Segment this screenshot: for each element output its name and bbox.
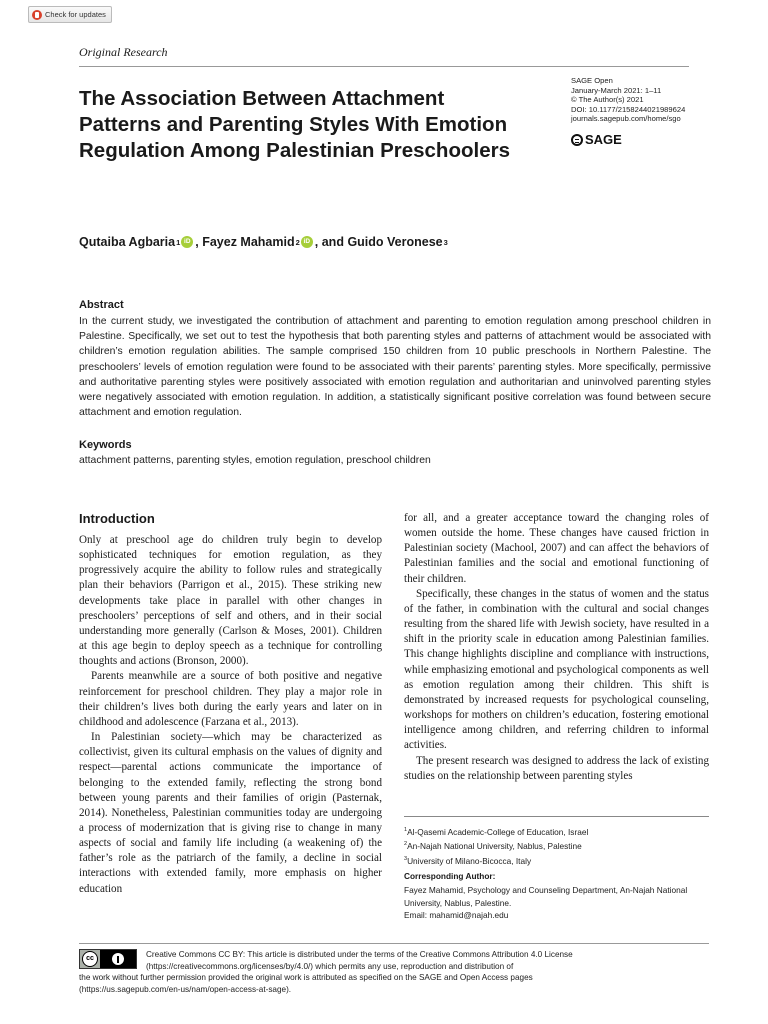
affiliation: $^3$University of Milano-Bicocca, Italy — [404, 855, 532, 866]
corresponding-author-heading: Corresponding Author: — [404, 871, 496, 881]
sage-logo-text: SAGE — [585, 132, 622, 147]
abstract-heading: Abstract — [79, 299, 124, 311]
license-line[interactable]: (https://us.sagepub.com/en-us/nam/open-access-at-sage). — [79, 984, 292, 994]
author-name[interactable]: Qutaiba Agbaria — [79, 235, 176, 249]
cc-icon: cc — [82, 951, 98, 967]
check-for-updates-label: Check for updates — [45, 10, 106, 19]
author-affiliation-sup: 2 — [295, 237, 300, 247]
author-list — [79, 235, 448, 249]
body-column-left — [79, 533, 382, 897]
abstract-text: In the current study, we investigated the contribution of attachment and parenting to emotion regulation among preschool children in Palestine. Specifically, we set out to test the hypothesis that both parenting styles and patterns of attachment would be associated with children’s emotion regulation abilities. The sample comprised 150 children from 10 public preschools in Northern Palestine. The preschoolers’ levels of emotion regulation were found to be associated with their parents’ parenting styles. More specifically, permissive and authoritative parenting styles were positively associated with emotion regulation and authoritarian and uninvolved parenting styles were negatively associated with emotion regulation. In addition, a statistically significant positive correlation was found between secure attachment and emotion regulation. — [79, 316, 711, 419]
article-title: The Association Between Attachment Patterns and Parenting Styles With Emotion Regulation Among Palestinian Preschoolers — [79, 87, 510, 162]
keywords-text: attachment patterns, parenting styles, emotion regulation, preschool children — [79, 455, 431, 466]
journal-copyright: © The Author(s) 2021 — [571, 95, 644, 105]
body-paragraph: In Palestinian society—which may be characterized as collectivist, given its cultural emphasis on the values of dignity and respect—parental actions communicate the importance of belonging to the extended family, reflecting the strong bond between young parents and their families of origin (Pasternak, 2014). Nonetheless, Palestinian communities today are undergoing a process of modernization that is giving rise to change in many aspects of social and family life including (a weakening of) the father’s role as the patriarch of the family, a decline in social interactions with extended family, more emphasis on higher education — [79, 731, 382, 895]
journal-name: SAGE Open — [571, 76, 613, 85]
crossmark-icon — [32, 10, 42, 20]
affiliations — [404, 824, 588, 867]
corresponding-author-address: Fayez Mahamid, Psychology and Counseling Department, An-Najah National University, Nablus, Palestine. — [404, 885, 688, 908]
license-line[interactable]: (https://creativecommons.org/licenses/by/4.0/) which permits any use, reproduction and distribution of — [146, 961, 514, 971]
journal-url[interactable]: journals.sagepub.com/home/sgo — [571, 114, 681, 124]
body-paragraph: Parents meanwhile are a source of both positive and negative reinforcement for preschool children. They play a major role in their children’s lives both during the early years and later on in childhood and adolescence (Farzana et al., 2013). — [79, 670, 382, 728]
author-affiliation-sup: 1 — [176, 237, 181, 247]
body-paragraph: Only at preschool age do children truly begin to develop sophisticated techniques for emotion regulation, as they progressively acquire the ability to follow rules and strategically plan their behaviors (Parrigon et al., 2015). These striking new developments take place in parallel with other changes in preschoolers’ perceptions of self and others, and in their social understanding more generally (Carlson & Moses, 2001). Children at this age begin to deploy speech as a technique for controlling thoughts and actions (Bronson, 2000). — [79, 534, 382, 668]
license-line: the work without further permission provided the original work is attributed as specified on the SAGE and Open Access pages — [79, 973, 533, 983]
section-label: Original Research — [79, 45, 168, 59]
license-text — [79, 949, 709, 995]
corresponding-author-details — [404, 884, 704, 922]
body-column-right — [404, 511, 709, 784]
author-separator: , and — [314, 235, 348, 249]
by-attribution-icon — [100, 950, 136, 968]
introduction-heading: Introduction — [79, 511, 155, 526]
license-divider — [79, 943, 709, 944]
header-divider — [79, 66, 689, 67]
orcid-icon[interactable]: iD — [181, 236, 193, 248]
corresponding-author-email[interactable]: Email: mahamid@najah.edu — [404, 910, 509, 920]
cc-by-license-badge[interactable] — [79, 949, 137, 969]
affiliation: $^2$An-Najah National University, Nablus, Palestine — [404, 841, 582, 852]
keywords-heading: Keywords — [79, 439, 132, 451]
sage-logo — [571, 132, 622, 147]
author-separator: , — [195, 235, 203, 249]
author-name[interactable]: Guido Veronese — [347, 235, 443, 249]
journal-doi[interactable]: DOI: 10.1177/2158244021989624 — [571, 104, 686, 114]
check-for-updates-button[interactable] — [28, 6, 112, 23]
footnote-divider — [404, 816, 709, 817]
author-name[interactable]: Fayez Mahamid — [202, 235, 295, 249]
body-paragraph: Specifically, these changes in the status of women and the status of the father, in combination with the cultural and social changes resulting from the shared life with Jewish society, have resulted in a shift in the priority scale in education among Palestinian families. This change highlights discipline and compliance with instructions, while emphasizing emotional and psychological components as well as emotion regulation among their children. This shift is demonstrated by increased requests for psychological counseling, workshops for mothers on children’s education, fostering emotional intelligence among children, and referring children to informal activities. — [404, 587, 709, 752]
journal-issue: January-March 2021: 1–11 — [571, 85, 662, 95]
author-affiliation-sup: 3 — [443, 237, 448, 247]
license-line: Creative Commons CC BY: This article is distributed under the terms of the Creative Commons Attribution 4.0 License — [146, 950, 573, 959]
body-paragraph: for all, and a greater acceptance toward the changing roles of women outside the home. These changes have caused friction in Palestinian society (Machool, 2007) and can affect the behaviors of Palestinian families and the social and emotional functioning of their children. — [404, 512, 709, 585]
sage-logo-icon — [571, 134, 583, 146]
affiliation: $^1$Al-Qasemi Academic-College of Education, Israel — [404, 826, 589, 837]
journal-info — [571, 76, 685, 124]
orcid-icon[interactable]: iD — [301, 236, 313, 248]
body-paragraph: The present research was designed to address the lack of existing studies on the relationship between parenting styles — [404, 754, 709, 782]
